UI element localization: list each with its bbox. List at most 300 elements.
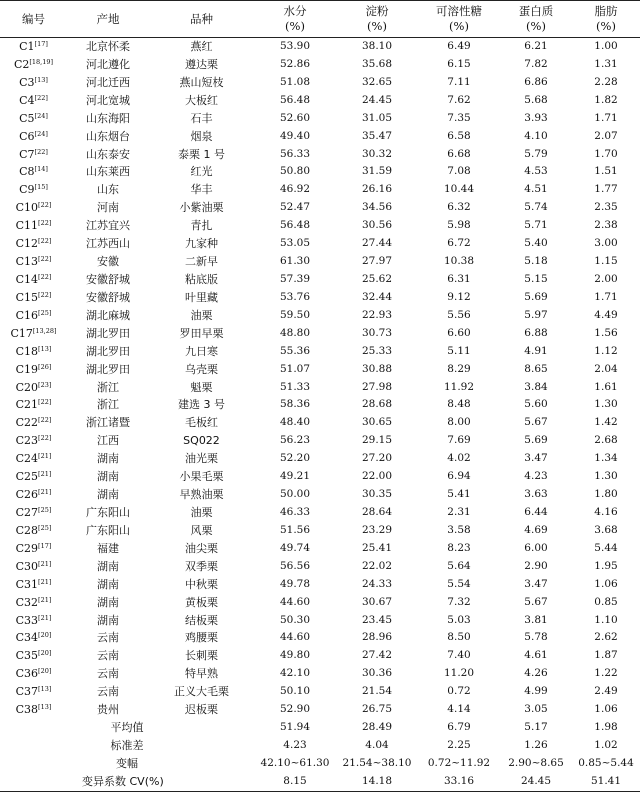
protein-cell: 5.68 <box>524 93 548 106</box>
water-cell: 59.50 <box>279 308 311 321</box>
protein-cell: 6.21 <box>524 40 548 52</box>
table-row <box>0 683 640 701</box>
protein-cell: 5.79 <box>524 147 548 160</box>
water-cell: 48.40 <box>279 416 311 429</box>
origin-cell: 湖南 <box>97 452 119 466</box>
protein-cell: 4.61 <box>524 649 548 662</box>
sugar-cell: 6.72 <box>447 237 471 250</box>
fat-cell: 1.71 <box>594 290 618 303</box>
table-row <box>0 217 640 235</box>
reference-note: [21] <box>38 488 52 497</box>
protein-cell: 4.10 <box>524 129 548 142</box>
variety-cell: 烟泉 <box>190 129 213 143</box>
origin-cell: 安徽舒城 <box>86 272 130 286</box>
reference-note: [22] <box>38 416 52 425</box>
fat-cell: 5.44 <box>594 541 618 554</box>
summary-protein-cell: 2.90~8.65 <box>508 756 564 769</box>
reference-note: [22] <box>38 201 52 210</box>
water-cell: 44.60 <box>279 595 311 608</box>
origin-cell: 云南 <box>97 667 119 681</box>
origin-cell: 云南 <box>97 631 119 645</box>
water-cell: 51.33 <box>279 380 311 393</box>
table-row <box>0 361 640 379</box>
table-header <box>0 1 640 38</box>
variety-cell: 长刺栗 <box>185 649 218 663</box>
sugar-cell: 7.08 <box>447 165 471 178</box>
origin-cell: 广东阳山 <box>86 523 130 537</box>
water-cell: 53.90 <box>279 40 311 52</box>
table-row <box>0 450 640 468</box>
reference-note: [25] <box>38 523 52 532</box>
water-cell: 46.92 <box>279 183 311 196</box>
fat-cell: 1.51 <box>594 165 618 178</box>
header-sugar: 可溶性糖 (%) <box>436 4 482 33</box>
protein-cell: 3.84 <box>524 380 548 393</box>
variety-cell: 油栗 <box>190 505 213 519</box>
sample-id: C30[21] <box>15 559 52 573</box>
header-row <box>0 1 640 38</box>
reference-note: [22] <box>34 147 48 156</box>
sugar-cell: 6.60 <box>447 326 471 339</box>
starch-cell: 21.54 <box>361 685 393 698</box>
reference-note: [21] <box>38 559 52 568</box>
fat-cell: 1.10 <box>594 613 618 626</box>
reference-note: [20] <box>38 667 52 676</box>
water-cell: 56.48 <box>279 219 311 232</box>
origin-cell: 湖南 <box>97 559 119 573</box>
sample-id: C25[21] <box>15 470 52 484</box>
header-water: 水分 (%) <box>283 4 307 33</box>
water-cell: 52.90 <box>279 703 311 716</box>
summary-label: 标准差 <box>110 738 144 752</box>
fat-cell: 1.70 <box>594 147 618 160</box>
origin-cell: 湖南 <box>97 613 119 627</box>
reference-note: [13] <box>38 703 52 712</box>
reference-note: [22] <box>38 237 52 246</box>
fat-cell: 3.68 <box>594 523 618 536</box>
sugar-cell: 7.11 <box>447 75 471 88</box>
variety-cell: 罗田早栗 <box>179 326 224 340</box>
summary-water-cell: 51.94 <box>279 721 311 734</box>
fat-cell: 2.04 <box>594 362 618 375</box>
table-row <box>0 576 640 594</box>
variety-cell: 早熟油栗 <box>179 488 224 502</box>
table-row <box>0 325 640 343</box>
starch-cell: 28.96 <box>361 631 393 644</box>
sample-id: C4[22] <box>19 93 48 107</box>
variety-cell: 粘底版 <box>185 272 218 286</box>
protein-cell: 5.18 <box>524 255 548 268</box>
origin-cell: 山东烟台 <box>86 129 130 143</box>
variety-cell: 叶里藏 <box>185 290 218 304</box>
origin-cell: 山东泰安 <box>86 147 130 161</box>
protein-cell: 4.51 <box>524 183 548 196</box>
fat-cell: 1.06 <box>594 703 618 716</box>
table-row <box>0 253 640 271</box>
water-cell: 44.60 <box>279 631 311 644</box>
starch-cell: 30.73 <box>361 326 393 339</box>
origin-cell: 江西 <box>97 434 119 448</box>
sugar-cell: 11.20 <box>443 667 475 680</box>
table-row <box>0 486 640 504</box>
variety-cell: 建选 3 号 <box>178 398 225 412</box>
origin-cell: 湖北罗田 <box>86 344 130 358</box>
starch-cell: 27.42 <box>361 649 393 662</box>
variety-cell: 油尖栗 <box>185 541 218 555</box>
table-row <box>0 163 640 181</box>
protein-cell: 3.47 <box>524 452 548 465</box>
sample-id: C12[22] <box>15 237 52 251</box>
sugar-cell: 7.69 <box>447 434 471 447</box>
variety-cell: 乌壳栗 <box>185 362 218 376</box>
fat-cell: 3.00 <box>594 237 618 250</box>
sample-id: C8[14] <box>19 165 48 179</box>
reference-note: [23] <box>38 380 52 389</box>
protein-cell: 6.86 <box>524 75 548 88</box>
header-origin: 产地 <box>96 11 120 26</box>
fat-cell: 1.30 <box>594 470 618 483</box>
water-cell: 42.10 <box>279 667 311 680</box>
water-cell: 56.33 <box>279 147 311 160</box>
origin-cell: 云南 <box>97 649 119 663</box>
origin-cell: 湖南 <box>97 488 119 502</box>
origin-cell: 湖北罗田 <box>86 326 130 340</box>
starch-cell: 22.00 <box>361 470 393 483</box>
sugar-cell: 3.58 <box>447 523 471 536</box>
variety-cell: 油光栗 <box>185 452 218 466</box>
origin-cell: 江苏西山 <box>86 237 130 251</box>
variety-cell: 迟板栗 <box>185 703 218 717</box>
summary-fat-cell: 51.41 <box>590 774 622 787</box>
summary-water-cell: 4.23 <box>283 738 307 751</box>
summary-fat-cell: 0.85~5.44 <box>578 756 634 769</box>
table-row <box>0 540 640 558</box>
water-cell: 50.30 <box>279 613 311 626</box>
sample-id: C16[25] <box>15 308 52 322</box>
water-cell: 56.48 <box>279 93 311 106</box>
fat-cell: 1.34 <box>594 452 618 465</box>
variety-cell: 二新早 <box>185 255 218 269</box>
protein-cell: 3.05 <box>524 703 548 716</box>
reference-note: [13] <box>38 685 52 694</box>
sugar-cell: 7.40 <box>447 649 471 662</box>
starch-cell: 25.41 <box>361 541 393 554</box>
table-row <box>0 110 640 128</box>
sample-id: C27[25] <box>15 505 52 519</box>
water-cell: 49.78 <box>279 577 311 590</box>
sample-id: C35[20] <box>15 649 52 663</box>
fat-cell: 1.15 <box>594 255 618 268</box>
starch-cell: 30.88 <box>361 362 393 375</box>
table-row <box>0 468 640 486</box>
variety-cell: 鸡腰栗 <box>185 631 218 645</box>
variety-cell: 特早熟 <box>185 667 218 681</box>
summary-protein-cell: 1.26 <box>524 738 548 751</box>
table-row <box>0 612 640 630</box>
table-row <box>0 396 640 414</box>
sample-id: C33[21] <box>15 613 52 627</box>
summary-row <box>0 719 640 737</box>
sample-id: C20[23] <box>15 380 52 394</box>
variety-cell: 小果毛栗 <box>179 470 224 484</box>
sugar-cell: 5.11 <box>447 344 471 357</box>
sample-id: C6[24] <box>19 129 48 143</box>
sugar-cell: 6.49 <box>447 40 471 52</box>
sample-id: C19[26] <box>15 362 52 376</box>
protein-cell: 6.00 <box>524 541 548 554</box>
origin-cell: 浙江 <box>97 380 119 394</box>
origin-cell: 山东海阳 <box>86 111 130 125</box>
summary-fat-cell: 1.02 <box>594 738 618 751</box>
starch-cell: 22.93 <box>361 308 393 321</box>
sugar-cell: 7.62 <box>447 93 471 106</box>
reference-note: [22] <box>38 219 52 228</box>
table-row <box>0 199 640 217</box>
sugar-cell: 6.68 <box>447 147 471 160</box>
sample-id: C17[13,28] <box>10 326 57 340</box>
variety-cell: 燕红 <box>190 40 213 53</box>
starch-cell: 30.56 <box>361 219 393 232</box>
protein-cell: 8.65 <box>524 362 548 375</box>
sample-id: C18[13] <box>15 344 52 358</box>
sample-id: C13[22] <box>15 255 52 269</box>
starch-cell: 30.32 <box>361 147 393 160</box>
water-cell: 49.21 <box>279 470 311 483</box>
variety-cell: 泰栗 1 号 <box>178 147 225 161</box>
starch-cell: 28.68 <box>361 398 393 411</box>
reference-note: [18,19] <box>29 57 54 66</box>
variety-cell: 双季栗 <box>185 559 218 573</box>
sugar-cell: 8.23 <box>447 541 471 554</box>
protein-cell: 5.67 <box>524 416 548 429</box>
fat-cell: 1.87 <box>594 649 618 662</box>
starch-cell: 23.29 <box>361 523 393 536</box>
protein-cell: 3.93 <box>524 111 548 124</box>
starch-cell: 28.64 <box>361 505 393 518</box>
variety-cell: SQ022 <box>183 434 220 448</box>
protein-cell: 5.97 <box>524 308 548 321</box>
reference-note: [21] <box>38 470 52 479</box>
reference-note: [22] <box>34 93 48 102</box>
sample-id: C3[13] <box>19 75 48 89</box>
origin-cell: 云南 <box>97 685 119 699</box>
fat-cell: 4.16 <box>594 505 618 518</box>
starch-cell: 27.44 <box>361 237 393 250</box>
protein-cell: 2.90 <box>524 559 548 572</box>
starch-cell: 32.44 <box>361 290 393 303</box>
fat-cell: 1.30 <box>594 398 618 411</box>
sugar-cell: 6.15 <box>447 57 471 70</box>
reference-note: [13] <box>38 344 52 353</box>
starch-cell: 27.98 <box>361 380 393 393</box>
summary-label: 变幅 <box>116 756 138 770</box>
protein-cell: 7.82 <box>524 57 548 70</box>
summary-label: 平均值 <box>110 721 144 735</box>
fat-cell: 2.00 <box>594 272 618 285</box>
protein-cell: 5.40 <box>524 237 548 250</box>
sugar-cell: 10.38 <box>443 255 475 268</box>
summary-starch-cell: 4.04 <box>365 738 389 751</box>
variety-cell: 大板红 <box>185 93 218 107</box>
water-cell: 52.86 <box>279 57 311 70</box>
sample-id: C9[15] <box>19 183 48 197</box>
starch-cell: 34.56 <box>361 201 393 214</box>
sample-id: C11[22] <box>15 219 52 233</box>
sugar-cell: 0.72 <box>447 685 471 698</box>
reference-note: [13,28] <box>32 326 57 335</box>
reference-note: [21] <box>38 452 52 461</box>
table-row <box>0 665 640 683</box>
water-cell: 49.40 <box>279 129 311 142</box>
table-row <box>0 504 640 522</box>
sample-id: C14[22] <box>15 272 52 286</box>
sugar-cell: 5.03 <box>447 613 471 626</box>
starch-cell: 22.02 <box>361 559 393 572</box>
origin-cell: 湖南 <box>97 577 119 591</box>
starch-cell: 26.75 <box>361 703 393 716</box>
starch-cell: 30.65 <box>361 416 393 429</box>
reference-note: [17] <box>38 541 52 550</box>
summary-sugar-cell: 2.25 <box>447 738 471 751</box>
starch-cell: 24.45 <box>361 93 393 106</box>
origin-cell: 湖北罗田 <box>86 362 130 376</box>
table-row <box>0 414 640 432</box>
starch-cell: 30.35 <box>361 488 393 501</box>
sugar-cell: 5.41 <box>447 488 471 501</box>
water-cell: 50.00 <box>279 488 311 501</box>
sample-id: C2[18,19] <box>13 57 54 71</box>
summary-starch-cell: 28.49 <box>361 721 393 734</box>
reference-note: [14] <box>34 165 48 174</box>
fat-cell: 2.49 <box>594 685 618 698</box>
table-row <box>0 146 640 164</box>
sample-id: C36[20] <box>15 667 52 681</box>
sugar-cell: 7.35 <box>447 111 471 124</box>
header-variety: 品种 <box>190 11 213 26</box>
summary-protein-cell: 5.17 <box>524 721 548 734</box>
fat-cell: 1.82 <box>594 93 618 106</box>
water-cell: 51.07 <box>279 362 311 375</box>
starch-cell: 27.20 <box>361 452 393 465</box>
starch-cell: 23.45 <box>361 613 393 626</box>
header-protein: 蛋白质 (%) <box>518 4 554 33</box>
table-row <box>0 92 640 110</box>
reference-note: [17] <box>34 40 48 48</box>
fat-cell: 2.07 <box>594 129 618 142</box>
variety-cell: 红光 <box>190 165 213 179</box>
water-cell: 56.23 <box>279 434 311 447</box>
starch-cell: 38.10 <box>361 40 393 52</box>
water-cell: 53.05 <box>279 237 311 250</box>
protein-cell: 5.69 <box>524 290 548 303</box>
sample-id: C32[21] <box>15 595 52 609</box>
reference-note: [15] <box>34 183 48 192</box>
fat-cell: 1.95 <box>594 559 618 572</box>
sugar-cell: 2.31 <box>447 505 471 518</box>
table-row <box>0 701 640 719</box>
fat-cell: 1.71 <box>594 111 618 124</box>
sugar-cell: 4.02 <box>447 452 471 465</box>
reference-note: [21] <box>38 595 52 604</box>
water-cell: 58.36 <box>279 398 311 411</box>
starch-cell: 27.97 <box>361 255 393 268</box>
variety-cell: 九日寒 <box>185 344 218 358</box>
variety-cell: 黄板栗 <box>185 595 218 609</box>
starch-cell: 26.16 <box>361 183 393 196</box>
water-cell: 52.20 <box>279 452 311 465</box>
protein-cell: 4.26 <box>524 667 548 680</box>
origin-cell: 河北迁西 <box>86 75 130 89</box>
protein-cell: 5.67 <box>524 595 548 608</box>
protein-cell: 4.23 <box>524 470 548 483</box>
sugar-cell: 6.94 <box>447 470 471 483</box>
reference-note: [21] <box>38 613 52 622</box>
table-row <box>0 307 640 325</box>
summary-starch-cell: 21.54~38.10 <box>342 756 412 769</box>
variety-cell: 中秋栗 <box>185 577 218 591</box>
sugar-cell: 6.31 <box>447 272 471 285</box>
reference-note: [24] <box>34 111 48 120</box>
sugar-cell: 6.32 <box>447 201 471 214</box>
variety-cell: 青扎 <box>190 219 213 233</box>
reference-note: [20] <box>38 631 52 640</box>
protein-cell: 4.53 <box>524 165 548 178</box>
reference-note: [26] <box>38 362 52 371</box>
summary-sugar-cell: 33.16 <box>443 774 475 787</box>
header-id: 编号 <box>22 11 45 26</box>
water-cell: 46.33 <box>279 505 311 518</box>
table-body <box>0 38 640 792</box>
sample-id: C21[22] <box>15 398 52 412</box>
table-row <box>0 379 640 397</box>
table-row <box>0 74 640 92</box>
origin-cell: 湖南 <box>97 595 119 609</box>
sugar-cell: 4.14 <box>447 703 471 716</box>
sample-id: C29[17] <box>15 541 52 555</box>
variety-cell: 魁栗 <box>190 380 213 394</box>
sugar-cell: 11.92 <box>443 380 475 393</box>
summary-protein-cell: 24.45 <box>520 774 552 787</box>
variety-cell: 石丰 <box>190 111 213 125</box>
table-row <box>0 271 640 289</box>
origin-cell: 浙江诸暨 <box>86 416 130 430</box>
summary-water-cell: 8.15 <box>283 774 307 787</box>
sugar-cell: 5.56 <box>447 308 471 321</box>
reference-note: [22] <box>38 255 52 264</box>
protein-cell: 3.63 <box>524 488 548 501</box>
starch-cell: 29.15 <box>361 434 393 447</box>
origin-cell: 河南 <box>97 201 119 215</box>
starch-cell: 30.36 <box>361 667 393 680</box>
fat-cell: 4.49 <box>594 308 618 321</box>
fat-cell: 2.62 <box>594 631 618 644</box>
reference-note: [13] <box>34 75 48 84</box>
starch-cell: 32.65 <box>361 75 393 88</box>
origin-cell: 福建 <box>97 541 119 555</box>
water-cell: 50.80 <box>279 165 311 178</box>
table-row <box>0 647 640 665</box>
origin-cell: 浙江 <box>97 398 119 412</box>
sugar-cell: 8.50 <box>447 631 471 644</box>
sample-id: C22[22] <box>15 416 52 430</box>
origin-cell: 河北遵化 <box>86 57 130 71</box>
reference-note: [22] <box>38 434 52 443</box>
protein-cell: 3.81 <box>524 613 548 626</box>
fat-cell: 1.42 <box>594 416 618 429</box>
fat-cell: 1.00 <box>594 40 618 52</box>
sample-id: C31[21] <box>15 577 52 591</box>
sugar-cell: 7.32 <box>447 595 471 608</box>
